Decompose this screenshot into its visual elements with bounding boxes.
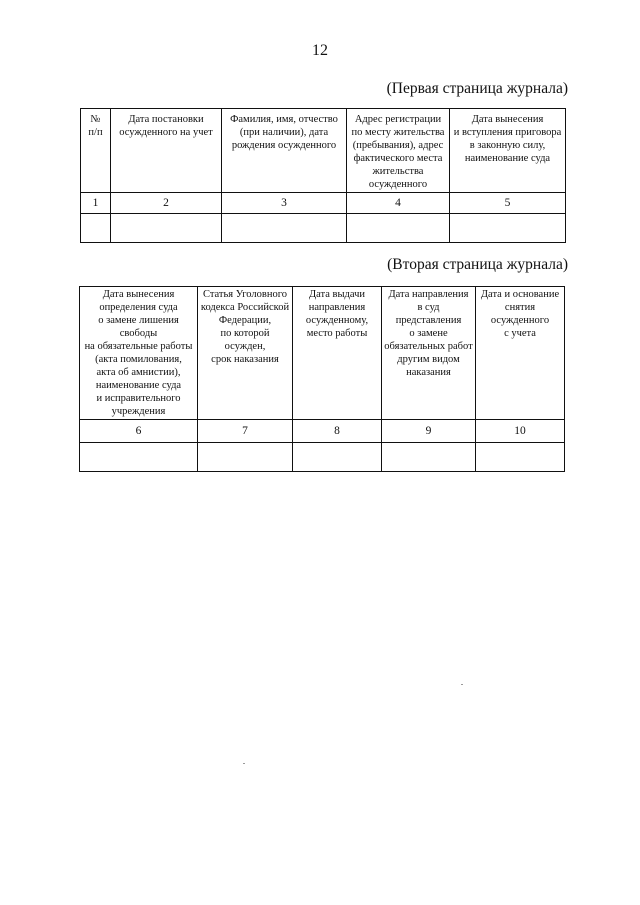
- column-number-row: [80, 420, 565, 443]
- empty-cell: [81, 214, 111, 243]
- journal-page-1-table: [80, 108, 566, 243]
- column-number: 1: [81, 193, 111, 214]
- header-cell-criminal-code-article: Статья Уголовного кодекса Российской Федерации, по которой осужден, срок наказания: [198, 287, 293, 420]
- column-number-row: [81, 193, 566, 214]
- column-number: 6: [80, 420, 198, 443]
- empty-cell: [476, 443, 565, 472]
- header-row: [80, 287, 565, 420]
- header-cell-full-name: Фамилия, имя, отчество (при наличии), дата рождения осужденного: [222, 109, 347, 193]
- empty-entry-row: [81, 214, 566, 243]
- column-number: 5: [450, 193, 566, 214]
- empty-cell: [80, 443, 198, 472]
- empty-cell: [222, 214, 347, 243]
- header-cell-deregistration: Дата и основание снятия осужденного с учета: [476, 287, 565, 420]
- journal-page-2-title: (Вторая страница журнала): [387, 256, 568, 273]
- empty-cell: [347, 214, 450, 243]
- empty-cell: [111, 214, 222, 243]
- header-cell-row-number: № п/п: [81, 109, 111, 193]
- header-row: [81, 109, 566, 193]
- column-number: 9: [382, 420, 476, 443]
- empty-cell: [198, 443, 293, 472]
- column-number: 4: [347, 193, 450, 214]
- empty-entry-row: [80, 443, 565, 472]
- scan-speck: [461, 684, 463, 685]
- column-number: 10: [476, 420, 565, 443]
- column-number: 3: [222, 193, 347, 214]
- journal-page-1-title: (Первая страница журнала): [386, 80, 568, 97]
- empty-cell: [450, 214, 566, 243]
- journal-page-2-table: [79, 286, 565, 472]
- empty-cell: [382, 443, 476, 472]
- page-number: 12: [312, 42, 328, 59]
- header-cell-court-submission-date: Дата направления в суд представления о замене обязательных работ другим видом наказания: [382, 287, 476, 420]
- header-cell-referral-date: Дата выдачи направления осужденному, место работы: [293, 287, 382, 420]
- scan-speck: [243, 763, 245, 764]
- column-number: 7: [198, 420, 293, 443]
- header-cell-court-ruling: Дата вынесения определения суда о замене лишения свободы на обязательные работы (акта помилования, акта об амнистии), наименование суда и исправительного учреждения: [80, 287, 198, 420]
- column-number: 2: [111, 193, 222, 214]
- column-number: 8: [293, 420, 382, 443]
- header-cell-address: Адрес регистрации по месту жительства (пребывания), адрес фактического места жительства осужденного: [347, 109, 450, 193]
- header-cell-registration-date: Дата постановки осужденного на учет: [111, 109, 222, 193]
- empty-cell: [293, 443, 382, 472]
- header-cell-sentence-date: Дата вынесения и вступления приговора в законную силу, наименование суда: [450, 109, 566, 193]
